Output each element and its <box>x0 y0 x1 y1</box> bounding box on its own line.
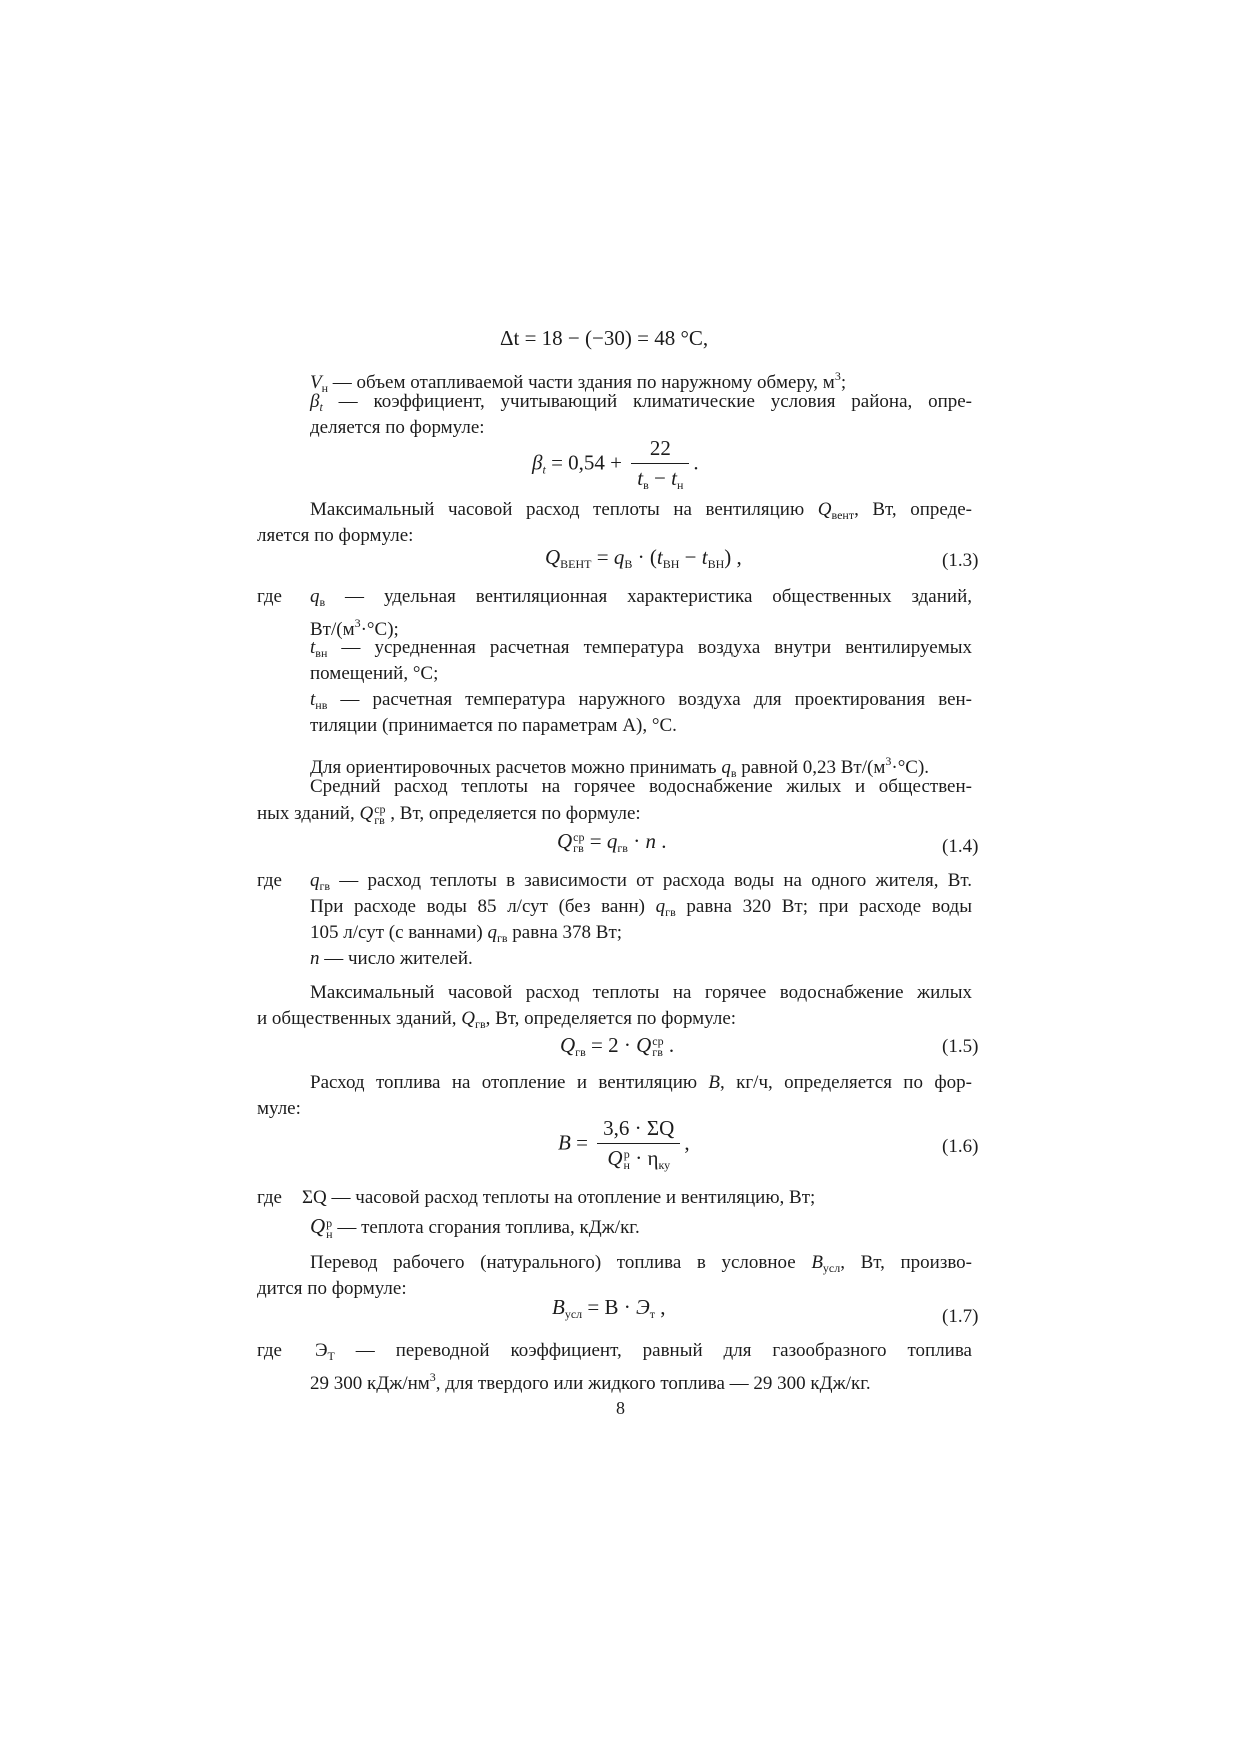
equation-1-3: $Q_{ВЕНТ} = q_В \cdot (t_{ВН} - t_{ВН})$ , <box>545 545 742 571</box>
equation-number: (1.3) <box>942 550 979 571</box>
beta-formula: $\beta_t = 0,54$ + $\frac{22}{t_в - t_н}$ . <box>532 436 699 492</box>
equation-1-7: $B_{усл} = B \cdot Э_т$ , <box>552 1295 666 1321</box>
equation-number: (1.5) <box>942 1036 979 1057</box>
equation-number: (1.4) <box>942 836 979 857</box>
delta-t-formula: Δt = 18 − (−30) = 48 °C, <box>500 326 709 350</box>
equation-1-4: Q ср гв = $q_{гв} \cdot n$ . <box>557 829 667 856</box>
equation-number: (1.7) <box>942 1306 979 1327</box>
page: Δt = 18 − (−30) = 48 °C, $V_н$ — объем отапливаемой части здания по наружному обмеру, $м^3$; $\beta_t$ — коэффициент, учитывающий климатические условия района, опре- деляется по формуле: $\beta_t = 0,54$ + $\frac{22}{t_в - t_н}$ . Максимальный часовой расход теплоты на вентиляцию $Q_{вент}$, Вт, опреде- ляется по формуле: $Q_{ВЕНТ} = q_В \cdot (t_{ВН} - t_{ВН})$ , (1.3) где $q_в$ — удельная вентиляционная характеристика общественных зданий, $Вт/(м^3\cdot^\circ С)$; $t_{вн}$ — усредненная расчетная температура воздуха внутри вентилируемых помещений, °С; $t_{нв}$ — расчетная температура наружного воздуха для проектирования вен- тиляции (принимается по параметрам А), °С. Для ориентировочных расчетов можно принимать $q_в$ равной 0,23 $Вт/(м^3\cdot^\circ С)$. Средний расход теплоты на горячее водоснабжение жилых и обществен- ных зданий, Q ср гв , Вт, определяется по формуле: Q ср гв = $q_{гв} \cdot n$ . (1.4) где $q_{гв}$ — расход теплоты в зависимости от расхода воды на одного жителя, Вт. При расходе воды 85 л/сут (без ванн) $q_{гв}$ равна 320 Вт; при расходе воды 105 л/сут (с ваннами) $q_{гв}$ равна 378 Вт; n — число жителей. Максимальный часовой расход теплоты на горячее водоснабжение жилых и общественных зданий, $Q_{гв}$, Вт, определяется по формуле: $Q_{гв} = 2 \cdot Q$ ср гв . (1.5) Расход топлива на отопление и вентиляцию B, кг/ч, определяется по фор- муле: B = 3,6 · ΣQ Q р н · $\eta_{ку}$ , (1.6) где ΣQ — часовой расход теплоты на отопление и вентиляцию, Вт; Q р н — теплота сгорания топлива, кДж/кг. Перевод рабочего (натурального) топлива в условное $B_{усл}$, Вт, произво- дится по формуле: $B_{усл} = B \cdot Э_т$ , (1.7) где $Э_Т$ — переводной коэффициент, равный для газообразного топлива 29 300 кДж/$нм^3$, для твердого или жидкого топлива — 29 300 кДж/кг. 8 <box>0 0 1241 1755</box>
equation-1-5: $Q_{гв} = 2 \cdot Q$ ср гв . <box>560 1033 675 1060</box>
page-number: 8 <box>616 1398 625 1418</box>
equation-1-6: B = 3,6 · ΣQ Q р н · $\eta_{ку}$ , <box>558 1116 690 1173</box>
equation-number: (1.6) <box>942 1136 979 1157</box>
